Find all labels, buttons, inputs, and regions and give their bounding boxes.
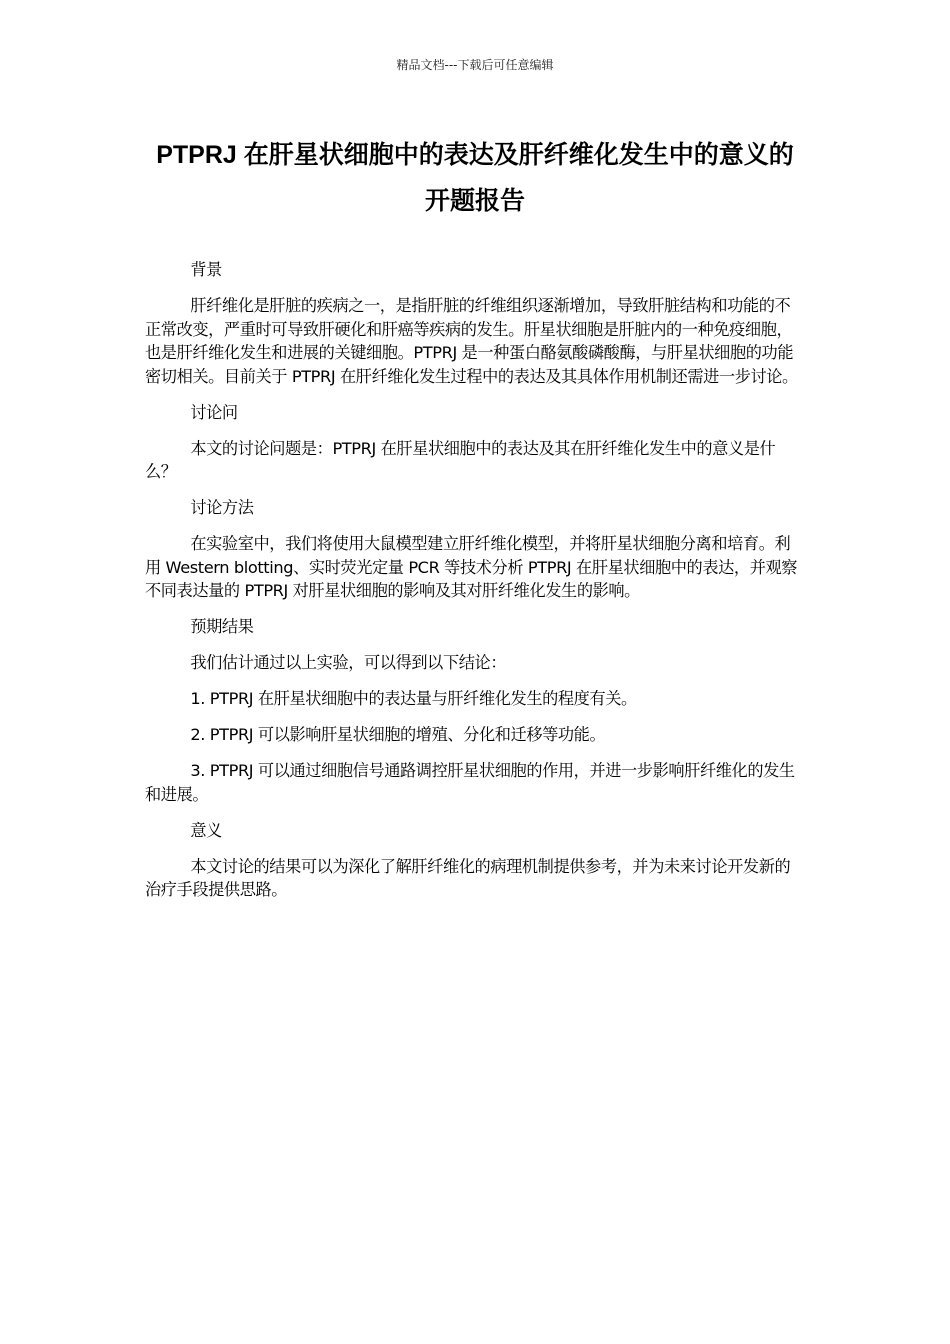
section-heading-significance: 意义 [190,820,222,840]
section-heading-methods: 讨论方法 [190,498,254,517]
paragraph-results-intro: 我们估计通过以上实验，可以得到以下结论： [190,653,507,672]
list-item-result-1: 1. PTPRJ 在肝星状细胞中的表达量与肝纤维化发生的程度有关。 [190,689,637,708]
paragraph-background: 肝纤维化是肝脏的疾病之一，是指肝脏的纤维组织逐渐增加，导致肝脏结构和功能的不正常改变，严重时可导致肝硬化和肝癌等疾病的发生。肝星状细胞是肝脏内的一种免疫细胞，也是肝纤维化发生和进展的关键细胞。PTPRJ 是一种蛋白酪氨酸磷酸酶，与肝星状细胞的功能密切相关。目前关于 PTPRJ 在肝纤维化发生过程中的表达及其具体作用机制还需进一步讨论。 [145,296,798,386]
paragraph-methods: 在实验室中，我们将使用大鼠模型建立肝纤维化模型，并将肝星状细胞分离和培育。利用 Western blotting、实时荧光定量 PCR 等技术分析 PTPRJ 在肝星状细胞中的表达，并观察不同表达量的 PTPRJ 对肝星状细胞的影响及其对肝纤维化发生的影响。 [145,534,798,600]
section-heading-background: 背景 [190,260,222,279]
paragraph-question: 本文的讨论问题是：PTPRJ 在肝星状细胞中的表达及其在肝纤维化发生中的意义是什么？ [145,438,776,481]
document-title: PTPRJ 在肝星状细胞中的表达及肝纤维化发生中的意义的开题报告 [156,141,794,215]
document-body [145,258,805,914]
section-heading-question: 讨论问 [190,402,238,422]
list-item-result-2: 2. PTPRJ 可以影响肝星状细胞的增殖、分化和迁移等功能。 [190,725,606,744]
list-item-result-3: 3. PTPRJ 可以通过细胞信号通路调控肝星状细胞的作用，并进一步影响肝纤维化的发生和进展。 [145,761,795,804]
page-header: 精品文档---下载后可任意编辑 [396,58,554,72]
paragraph-significance: 本文讨论的结果可以为深化了解肝纤维化的病理机制提供参考，并为未来讨论开发新的治疗手段提供思路。 [145,856,791,899]
section-heading-expected-results: 预期结果 [190,617,254,636]
